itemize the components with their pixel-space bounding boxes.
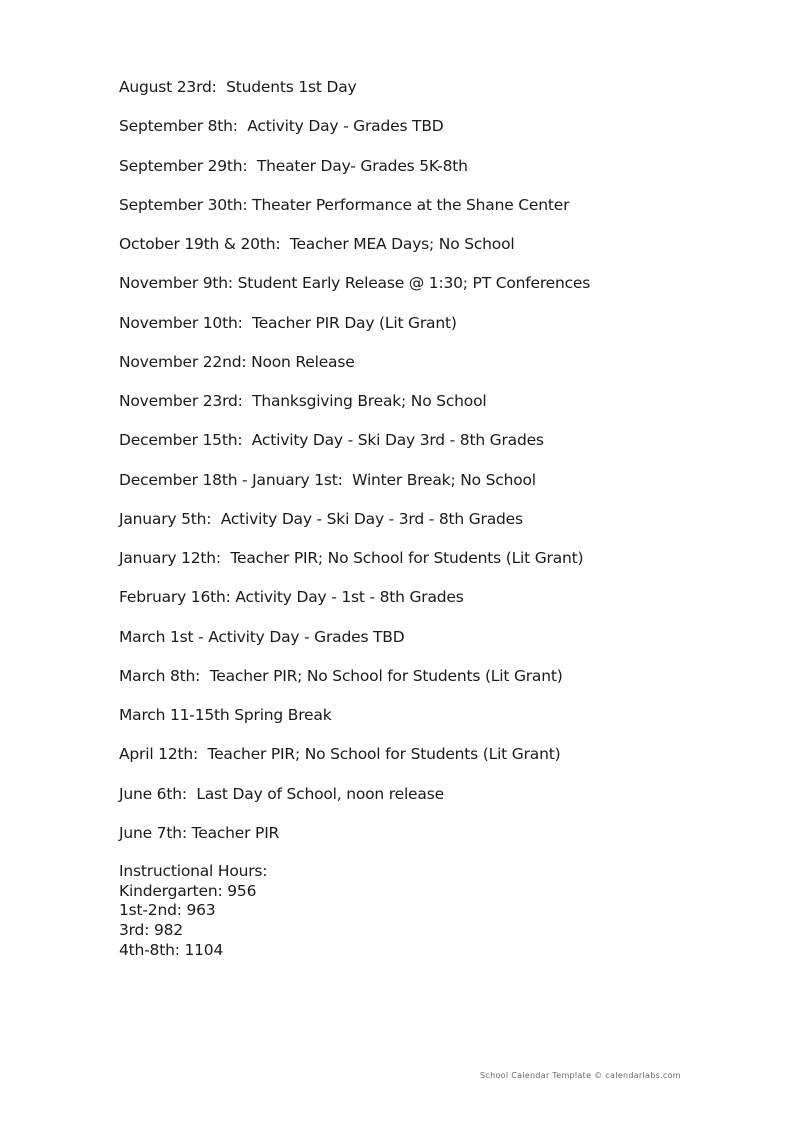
event-line: January 5th: Activity Day - Ski Day - 3rd - 8th Grades	[119, 509, 523, 528]
instructional-hours-block	[119, 862, 519, 961]
event-line: June 7th: Teacher PIR	[119, 823, 280, 842]
event-line: August 23rd: Students 1st Day	[119, 78, 357, 96]
hours-line-4th-8th: 4th-8th: 1104	[119, 940, 224, 959]
event-line: November 23rd: Thanksgiving Break; No School	[119, 392, 487, 410]
footer-credit: School Calendar Template © calendarlabs.com	[480, 1071, 681, 1080]
event-line: March 8th: Teacher PIR; No School for Students (Lit Grant)	[119, 666, 563, 685]
event-line: September 8th: Activity Day - Grades TBD	[119, 117, 444, 136]
event-line: February 16th: Activity Day - 1st - 8th Grades	[119, 588, 464, 607]
event-line: December 15th: Activity Day - Ski Day 3rd - 8th Grades	[119, 431, 544, 450]
event-line: November 10th: Teacher PIR Day (Lit Grant)	[119, 313, 457, 332]
event-line: March 1st - Activity Day - Grades TBD	[119, 627, 405, 646]
event-line: March 11-15th Spring Break	[119, 706, 332, 724]
event-line: June 6th: Last Day of School, noon release	[119, 784, 444, 803]
event-line: November 9th: Student Early Release @ 1:30; PT Conferences	[119, 274, 591, 293]
event-line: January 12th: Teacher PIR; No School for Students (Lit Grant)	[119, 549, 584, 567]
event-line: September 29th: Theater Day- Grades 5K-8th	[119, 156, 468, 175]
calendar-events-list	[119, 76, 739, 861]
hours-line-kindergarten: Kindergarten: 956	[119, 881, 257, 900]
hours-line-1st-2nd: 1st-2nd: 963	[119, 901, 216, 920]
hours-line-3rd: 3rd: 982	[119, 921, 183, 940]
event-line: September 30th: Theater Performance at the Shane Center	[119, 195, 570, 214]
event-line: November 22nd: Noon Release	[119, 352, 355, 371]
event-line: December 18th - January 1st: Winter Break; No School	[119, 470, 536, 489]
event-line: October 19th & 20th: Teacher MEA Days; No School	[119, 235, 515, 253]
instructional-hours-heading: Instructional Hours:	[119, 862, 268, 880]
event-line: April 12th: Teacher PIR; No School for Students (Lit Grant)	[119, 745, 561, 764]
